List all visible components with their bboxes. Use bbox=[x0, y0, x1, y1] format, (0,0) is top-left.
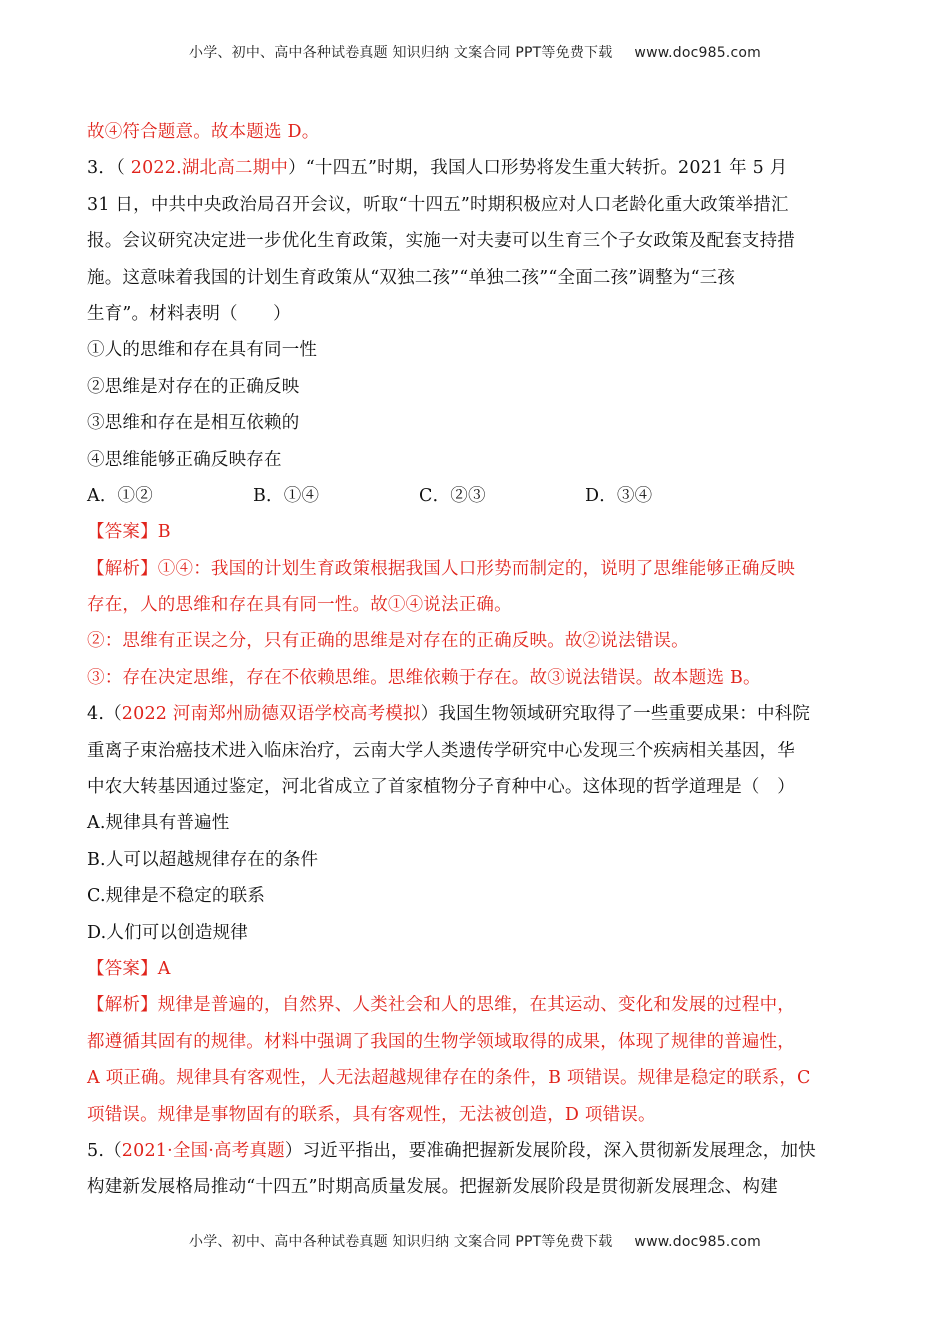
footer-url[interactable]: www.doc985.com bbox=[634, 1234, 761, 1250]
q4-line-1: 4.（2022 河南郑州励德双语学校高考模拟）我国生物领域研究取得了一些重要成果：中科院 bbox=[87, 704, 811, 725]
q3-analysis-1: 【解析】①④：我国的计划生育政策根据我国人口形势而制定的，说明了思维能够正确反映 bbox=[87, 558, 795, 579]
q5-line-1: 5.（2021·全国·高考真题）习近平指出，要准确把握新发展阶段，深入贯彻新发展理念，加快 bbox=[87, 1140, 816, 1161]
question-5 bbox=[87, 1133, 863, 1206]
q3-line-3: 报。会议研究决定进一步优化生育政策，实施一对夫妻可以生育三个子女政策及配套支持措 bbox=[87, 231, 795, 252]
q3-analysis-3: ②：思维有正误之分，只有正确的思维是对存在的正确反映。故②说法错误。 bbox=[87, 631, 689, 652]
q3-options bbox=[87, 478, 863, 514]
q4-choice-d: D.人们可以创造规律 bbox=[87, 922, 248, 943]
question-4 bbox=[87, 696, 863, 1133]
q3-answer: 【答案】B bbox=[87, 522, 171, 543]
q4-choice-b: B.人可以超越规律存在的条件 bbox=[87, 849, 319, 870]
q3-analysis-4: ③：存在决定思维，存在不依赖思维。思维依赖于存在。故③说法错误。故本题选 B。 bbox=[87, 667, 761, 688]
page-header bbox=[0, 42, 950, 62]
q4-analysis-2: 都遵循其固有的规律。材料中强调了我国的生物学领域取得的成果，体现了规律的普遍性， bbox=[87, 1031, 795, 1052]
q3-line-1: 3．（ 2022.湖北高二期中）“十四五”时期，我国人口形势将发生重大转折。2021 年 5 月 bbox=[87, 158, 788, 179]
q4-analysis-3: A 项正确。规律具有客观性，人无法超越规律存在的条件，B 项错误。规律是稳定的联系，C bbox=[87, 1068, 811, 1089]
q3-option-a: A．①② bbox=[87, 485, 153, 506]
q3-option-d: D．③④ bbox=[585, 485, 653, 506]
q3-option-c: C．②③ bbox=[419, 485, 486, 506]
q4-choice-a: A.规律具有普遍性 bbox=[87, 813, 230, 834]
q4-line-3: 中农大转基因通过鉴定，河北省成立了首家植物分子育种中心。这体现的哲学道理是（ ） bbox=[87, 777, 795, 798]
q4-line-2: 重离子束治癌技术进入临床治疗，云南大学人类遗传学研究中心发现三个疾病相关基因，华 bbox=[87, 740, 795, 761]
header-text: 小学、初中、高中各种试卷真题 知识归纳 文案合同 PPT等免费下载 bbox=[189, 45, 613, 61]
q3-item-4: ④思维能够正确反映存在 bbox=[87, 449, 282, 470]
header-url[interactable]: www.doc985.com bbox=[634, 45, 761, 61]
q4-choice-c: C.规律是不稳定的联系 bbox=[87, 886, 266, 907]
prev-answer-tail: 故④符合题意。故本题选 D。 bbox=[87, 122, 320, 142]
page-content bbox=[87, 114, 863, 1206]
q3-item-3: ③思维和存在是相互依赖的 bbox=[87, 413, 300, 434]
q3-item-1: ①人的思维和存在具有同一性 bbox=[87, 340, 318, 361]
q3-source: 2022.湖北高二期中 bbox=[130, 158, 289, 179]
q5-line-2: 构建新发展格局推动“十四五”时期高质量发展。把握新发展阶段是贯彻新发展理念、构建 bbox=[87, 1177, 778, 1198]
q3-item-2: ②思维是对存在的正确反映 bbox=[87, 376, 300, 397]
q4-source: 2022 河南郑州励德双语学校高考模拟 bbox=[121, 704, 421, 725]
q3-line-4: 施。这意味着我国的计划生育政策从“双独二孩”“单独二孩”“全面二孩”调整为“三孩 bbox=[87, 267, 736, 288]
q3-line-5: 生育”。材料表明（ ） bbox=[87, 303, 291, 324]
q4-answer: 【答案】A bbox=[87, 958, 171, 979]
q3-analysis-2: 存在，人的思维和存在具有同一性。故①④说法正确。 bbox=[87, 595, 512, 616]
q5-source: 2021·全国·高考真题 bbox=[121, 1140, 285, 1161]
footer-text: 小学、初中、高中各种试卷真题 知识归纳 文案合同 PPT等免费下载 bbox=[189, 1234, 613, 1250]
q4-analysis-4: 项错误。规律是事物固有的联系，具有客观性，无法被创造，D 项错误。 bbox=[87, 1104, 656, 1125]
q4-analysis-1: 【解析】规律是普遍的，自然界、人类社会和人的思维，在其运动、变化和发展的过程中， bbox=[87, 995, 795, 1016]
question-3 bbox=[87, 150, 863, 696]
q3-option-b: B．①④ bbox=[253, 485, 320, 506]
page-footer bbox=[0, 1231, 950, 1251]
q3-line-2: 31 日，中共中央政治局召开会议，听取“十四五”时期积极应对人口老龄化重大政策举措汇 bbox=[87, 194, 789, 215]
